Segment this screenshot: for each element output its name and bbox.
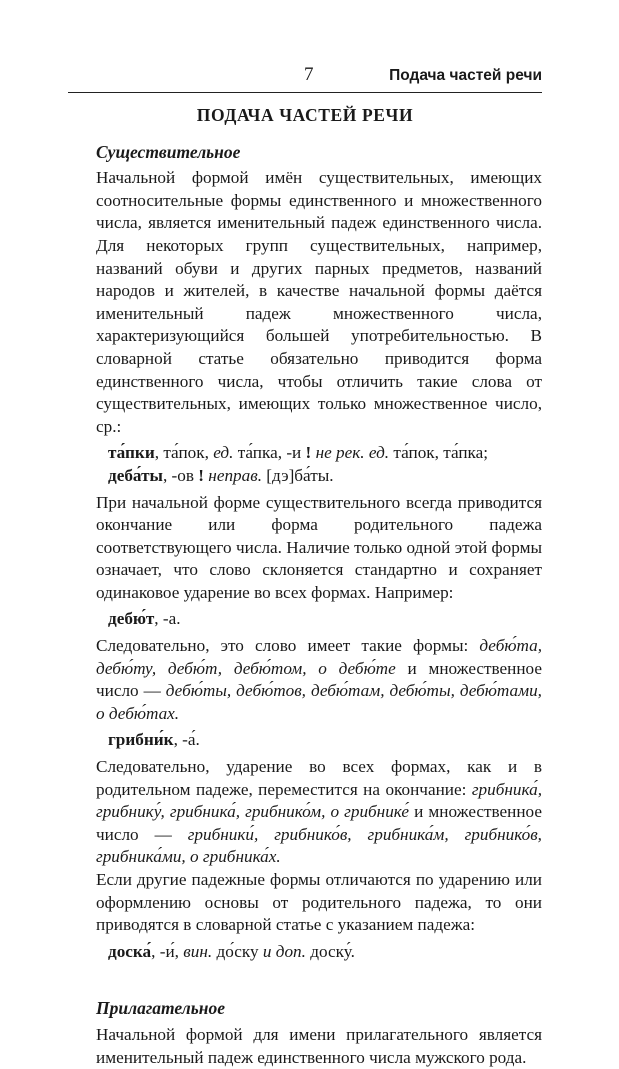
noun-paragraph-2: При начальной форме существительного всегда приводится окончание или форма родительного падежа соответствующего числа. Наличие только одной этой формы означает, что слово склоняется стандартно и сохраняет одинаковое ударение во всех формах. Например: xyxy=(96,492,542,602)
noun-paragraph-4: Следовательно, ударение во всех формах, как и в родительном падеже, переместится на окончание: грибника́, грибнику́, грибника́, грибнико́м, о грибнике́ и множественное число — грибники́, грибнико́в, грибника́м, грибнико́в, грибника́ми, о грибника́х. xyxy=(96,757,542,867)
page-body xyxy=(96,104,542,1069)
example-debyut: дебю́т, -а. xyxy=(108,609,181,629)
example-doska: доска́, -и́, вин. до́ску и доп. доску́. xyxy=(108,941,355,961)
noun-paragraph-1: Начальной формой имён существительных, имеющих соотносительные формы единственного и множественного числа, является именительный падеж единственного числа. Для некоторых групп существительных, например, названий обуви и других парных предметов, названий народов и жителей, в качестве начальной формы даётся именительный падеж множественного числа, характеризующийся большей употребительностью. В словарной статье обязательно приводится форма единственного числа, чтобы отличить такие слова от существительных, имеющих только множественное число, ср.: xyxy=(96,168,542,436)
adjective-paragraph-1: Начальной формой для имени прилагательного является именительный падеж единственного числа мужского рода. xyxy=(96,1024,542,1067)
running-header xyxy=(68,62,542,93)
page-number: 7 xyxy=(304,64,314,85)
example-tapki: та́пки, та́пок, ед. та́пка, -и ! не рек. ед. та́пок, та́пка; xyxy=(108,443,489,463)
example-debaty: деба́ты, -ов ! неправ. [дэ]ба́ты. xyxy=(108,465,334,485)
noun-paragraph-3: Следовательно, это слово имеет такие формы: дебю́та, дебю́ту, дебю́т, дебю́том, о дебю́те и множественное число — дебю́ты, дебю́тов, дебю́там, дебю́ты, дебю́тами, о дебю́тах. xyxy=(96,636,542,723)
noun-paragraph-5: Если другие падежные формы отличаются по ударению или оформлению основы от родительного падежа, то они приводятся в словарной статье с указанием падежа: xyxy=(96,870,542,935)
noun-heading: Существительное xyxy=(96,141,241,162)
running-title: Подача частей речи xyxy=(389,67,542,84)
example-block xyxy=(108,442,542,487)
section-title: ПОДАЧА ЧАСТЕЙ РЕЧИ xyxy=(196,105,414,125)
adjective-heading: Прилагательное xyxy=(96,998,225,1019)
example-gribnik: грибни́к, -а́. xyxy=(108,730,200,750)
